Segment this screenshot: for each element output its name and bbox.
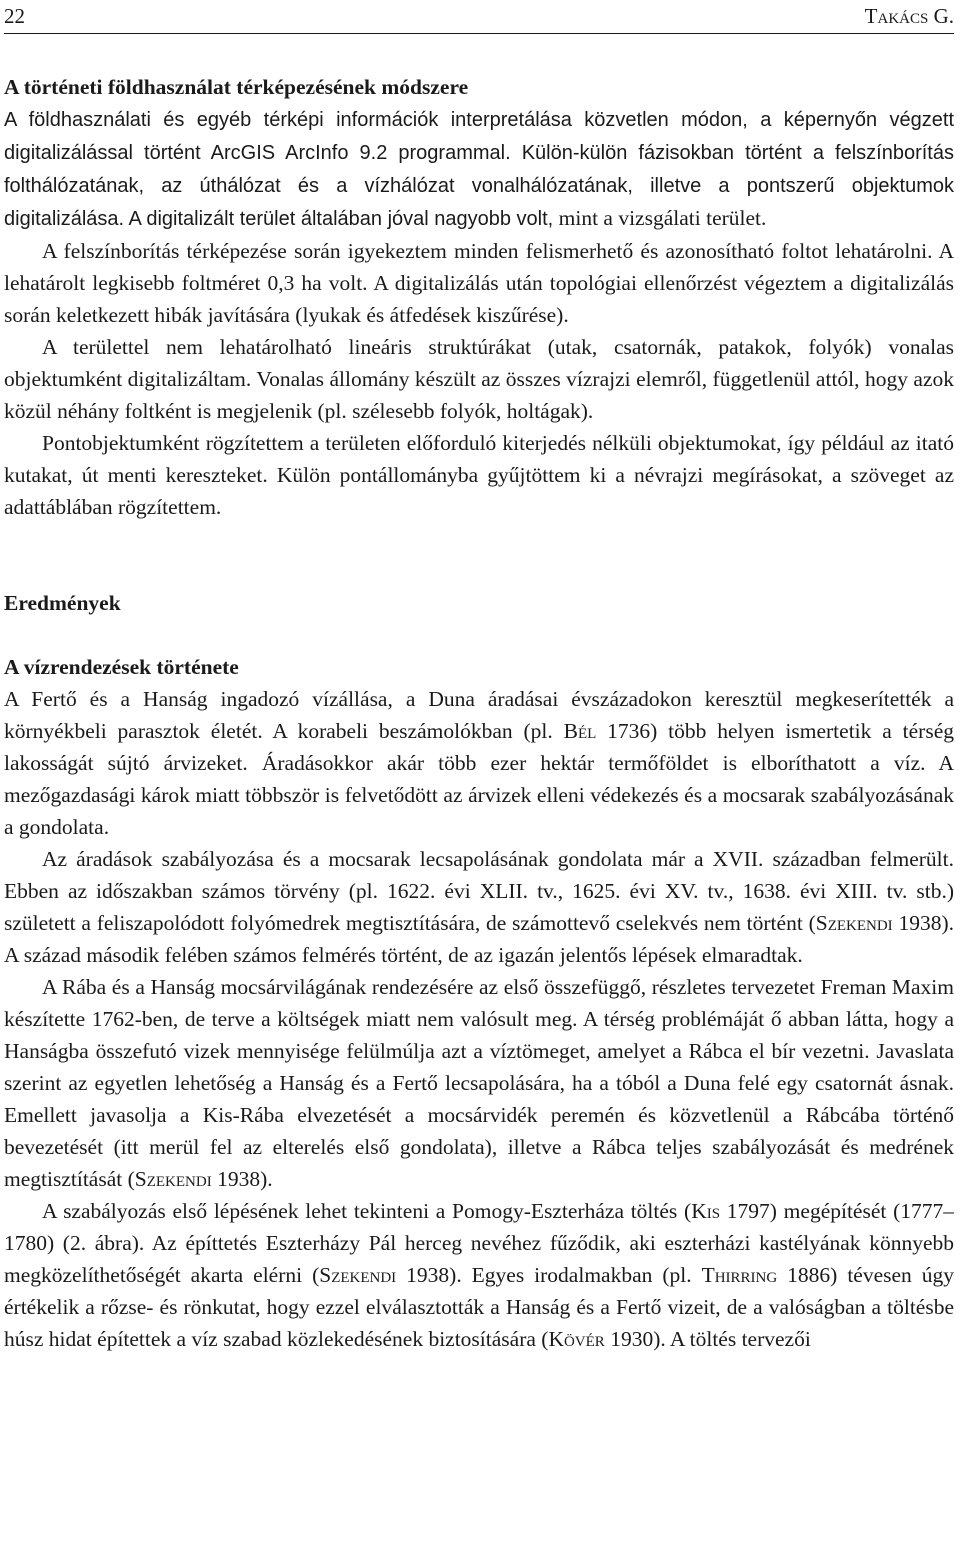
paragraph-method-2: A felszínborítás térképezése során igyekeztem minden felismerhető és azonosítható foltot lehatárolni. A lehatárolt legkisebb foltméret 0,3 ha volt. A digitalizálás után topológiai ellenőrzést végeztem a digitalizálás során keletkezett hibák javítására (lyukak és átfedések kiszűrése).	[4, 239, 954, 327]
text-run: 1938).	[211, 1167, 273, 1191]
paragraph-method-1	[4, 103, 954, 235]
subsection-spacer	[4, 619, 954, 651]
text-run: 1797) megépítését (1777–1780) (2. ábra). Az építtetés Eszterházy Pál herceg nevéhez fűződik, aki eszterházi kastélyának könnyebb megközelíthetőségét akarta elérni (	[4, 1199, 954, 1287]
paragraph-method-1-serif: mint a vizsgálati terület.	[553, 206, 767, 230]
text-run: 1938). Egyes irodalmakban (pl.	[396, 1263, 702, 1287]
text-run: A szabályozás első lépésének lehet tekinteni a Pomogy-Eszterháza töltés (	[42, 1199, 692, 1223]
text-run: 1930). A töltés tervezői	[604, 1327, 811, 1351]
running-author: Takács G.	[864, 4, 954, 28]
text-run: 1736) több helyen ismertetik a térség lakosságát sújtó árvizeket. Áradásokkor akár több ezer hektár termőföldet is elboríthatott a víz. A mezőgazdasági károk miatt többször is felvetődött az árvizek elleni védekezés és a mocsarak szabályozásának a gondolata.	[4, 719, 954, 839]
text-run: A Rába és a Hanság mocsárvilágának rendezésére az első összefüggő, részletes tervezetet Freman Maxim készítette 1762-ben, de terve a költségek miatt nem valósult meg. A térség problémáját ő abban látta, hogy a Hanságba összefutó vizek mennyisége felülmúlja azt a víztömeget, amelyet a Rábca el bír vezetni. Javaslata szerint az egyetlen lehetőség a Hanság és a Fertő lecsapolására, ha a tóból a Duna felé egy csatornát ásnak. Emellett javasolja a Kis-Rába elvezetését a mocsárvidék peremén és közvetlenül a Rábcába történő bevezetését (itt merül fel az elterelés első gondolata), illetve a Rábca teljes szabályozását és medrének megtisztítását (	[4, 975, 954, 1191]
citation-name: Szekendi	[815, 911, 893, 935]
subsection-heading-water: A vízrendezések története	[4, 655, 239, 679]
page-number: 22	[4, 4, 25, 28]
text-run: Az áradások szabályozása és a mocsarak lecsapolásának gondolata már a XVII. században felmerült. Ebben az időszakban számos törvény (pl. 1622. évi XLII. tv., 1625. évi XV. tv., 1638. évi XIII. tv. stb.) született a feliszapolódott folyómedrek megtisztítására, de számottevő cselekvés nem történt (	[4, 847, 954, 935]
paragraph-results-3	[4, 971, 954, 1195]
section-heading-results: Eredmények	[4, 591, 121, 615]
citation-name: Thirring	[701, 1263, 778, 1287]
paragraph-results-4	[4, 1195, 954, 1355]
text-run: 1886) tévesen úgy értékelik a rőzse- és rönkutat, hogy ezzel elválasztották a Hanság és a Fertő vizeit, de a valóságban a töltésbe húsz hidat építettek a víz szabad közlekedésének biztosítására (	[4, 1263, 954, 1351]
citation-name: Kövér	[548, 1327, 605, 1351]
citation-name: Szekendi	[319, 1263, 397, 1287]
paragraph-results-1	[4, 683, 954, 843]
citation-name: Bél	[563, 719, 597, 743]
header-rule	[4, 33, 954, 34]
running-head	[4, 4, 954, 28]
section-heading-method: A történeti földhasználat térképezésének módszere	[4, 75, 469, 99]
citation-name: Kis	[691, 1199, 721, 1223]
paragraph-results-2	[4, 843, 954, 971]
text-run: A Fertő és a Hanság ingadozó vízállása, a Duna áradásai évszázadokon keresztül megkeserítették a környékbeli parasztok életét. A korabeli beszámolókban (pl.	[4, 687, 954, 743]
text-run: 1938). A század második felében számos felmérés történt, de az igazán jelentős lépések elmaradtak.	[4, 911, 954, 967]
paragraph-method-4: Pontobjektumként rögzítettem a területen előforduló kiterjedés nélküli objektumokat, így például az itató kutakat, út menti kereszteket. Külön pontállományba gyűjtöttem ki a névrajzi megírásokat, a szöveget az adattáblában rögzítettem.	[4, 431, 954, 519]
paragraph-method-1-sans: A földhasználati és egyéb térképi információk interpretálása közvetlen módon, a képernyőn végzett digitalizálással történt ArcGIS ArcInfo 9.2 programmal. Külön-külön fázisokban történt a felszínborítás folthálózatának, az úthálózat és a vízhálózat vonalhálózatának, illetve a pontszerű objektumok digitalizálása. A digitalizált terület általában jóval nagyobb volt,	[4, 109, 954, 230]
paragraph-method-3: A területtel nem lehatárolható lineáris struktúrákat (utak, csatornák, patakok, folyók) vonalas objektumként digitalizáltam. Vonalas állomány készült az összes vízrajzi elemről, függetlenül attól, hogy azok közül néhány foltként is megjelenik (pl. szélesebb folyók, holtágak).	[4, 335, 954, 423]
citation-name: Szekendi	[134, 1167, 212, 1191]
main-text	[4, 71, 954, 1355]
section-spacer	[4, 523, 954, 587]
